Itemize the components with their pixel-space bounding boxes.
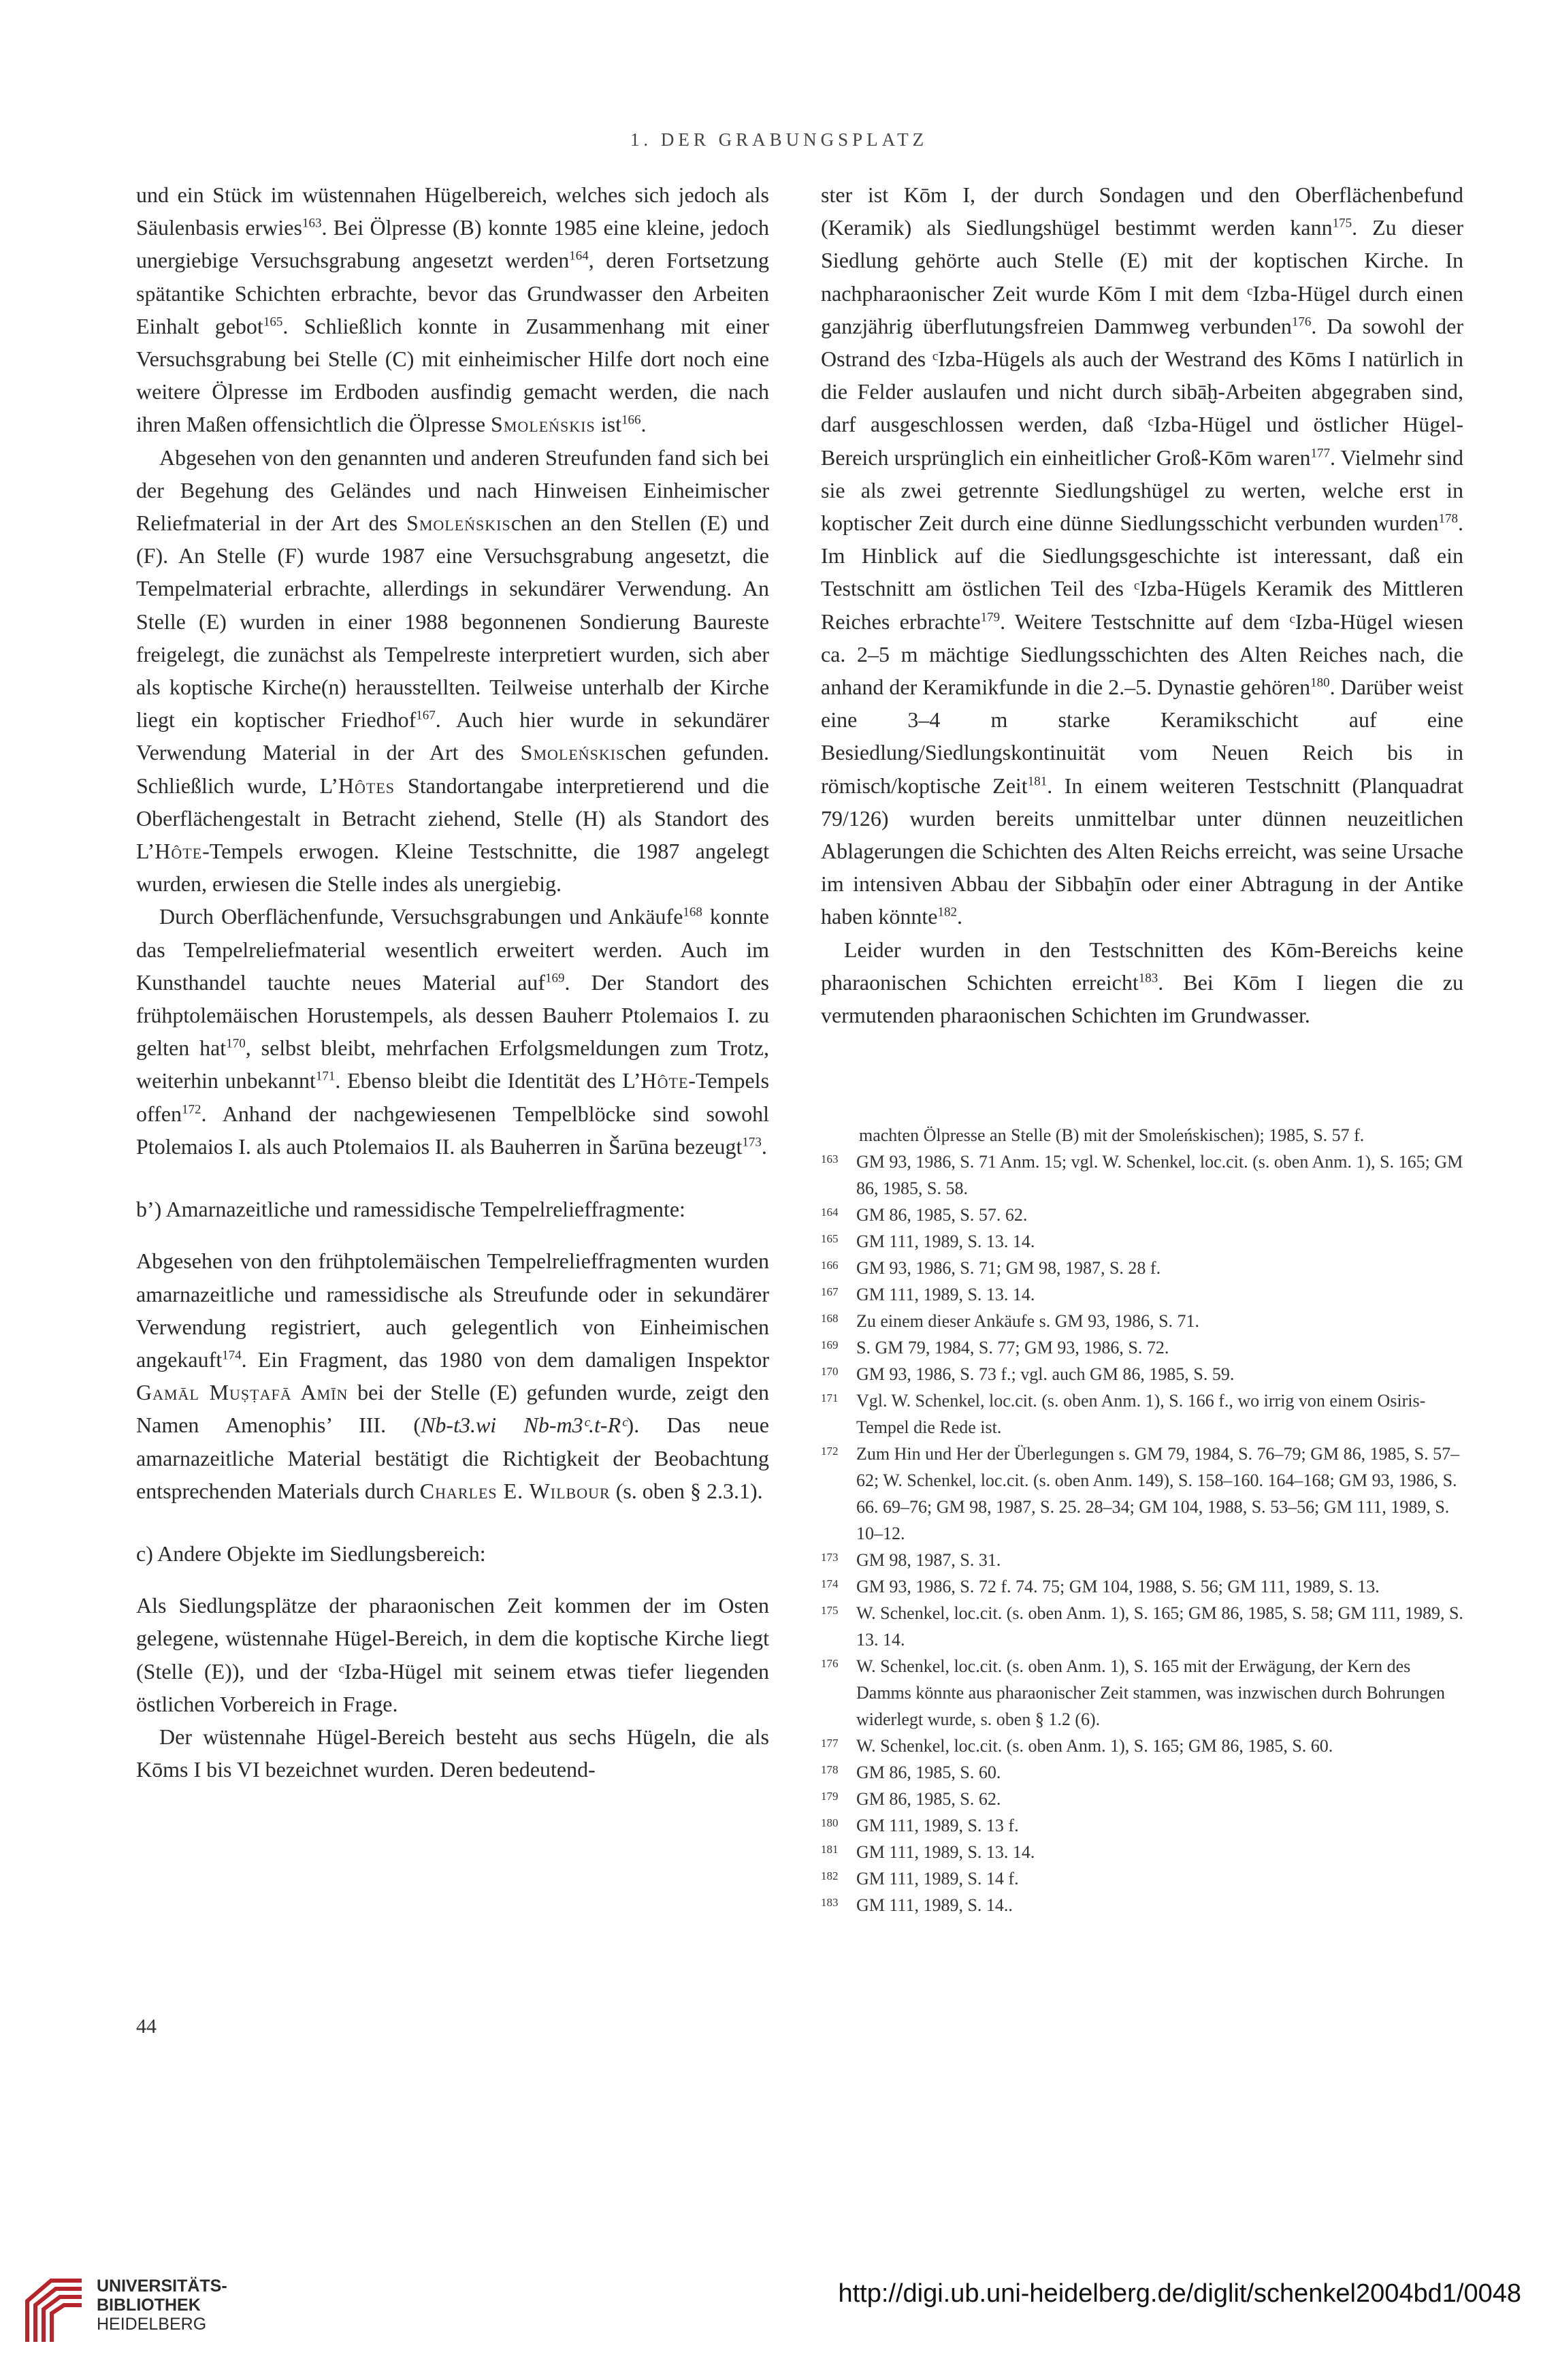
- footnote-ref: 173: [742, 1135, 762, 1150]
- right-column: [821, 178, 1463, 1031]
- footnote-text: W. Schenkel, loc.cit. (s. oben Anm. 1), S. 165; GM 86, 1985, S. 60.: [856, 1736, 1333, 1756]
- footnote-182: [821, 1865, 1463, 1892]
- footnote-168: [821, 1308, 1463, 1334]
- footnote-list: [821, 1148, 1463, 1918]
- footnote-169: [821, 1334, 1463, 1361]
- text-run: ). Das neue amarnazeitliche Material bestätigt die Richtigkeit der Beobachtung entsprechenden Materials durch: [136, 1413, 770, 1503]
- footnote-ref: 169: [545, 971, 565, 986]
- small-caps-name: Hôte: [155, 839, 203, 864]
- small-caps-name: Smoleńskis: [520, 740, 626, 765]
- footnote-number: 170: [821, 1365, 839, 1378]
- footnote-ref: 172: [181, 1102, 201, 1117]
- footnote-ref: 166: [621, 413, 641, 428]
- text-run: . Bei Kōm I liegen die zu vermutenden pharaonischen Schichten im Grundwasser.: [821, 969, 1464, 1028]
- library-name: [97, 2277, 227, 2334]
- text-run: ist: [595, 412, 621, 437]
- italic-transliteration: Nb-t3.wi Nb-m3ᶜ.t-Rᶜ: [421, 1413, 627, 1438]
- footnote-text: GM 111, 1989, S. 14..: [856, 1895, 1013, 1915]
- text-run: . Der Standort des frühptolemäischen Horustempels, als dessen Bauherr Ptolemaios I. zu gelten hat: [136, 969, 770, 1061]
- small-caps-name: Gamāl Muṣṭafā Amīn: [136, 1380, 348, 1405]
- text-run: , deren Fortsetzung spätantike Schichten erbrachte, bevor das Grundwasser den Arbeiten Einhalt gebot: [136, 248, 770, 338]
- text-run: Durch Oberflächenfunde, Versuchsgrabungen und Ankäufe: [159, 904, 683, 929]
- footnote-165: [821, 1228, 1463, 1255]
- footnote-ref: 168: [683, 905, 702, 920]
- footnote-text: GM 98, 1987, S. 31.: [856, 1550, 1001, 1570]
- left-column: [136, 178, 769, 1786]
- library-logo-icon: [20, 2274, 88, 2349]
- library-name-line-2: BIBLIOTHEK: [97, 2296, 201, 2315]
- text-run: . Weitere Testschnitte auf dem ᶜIzba-Hügel wiesen ca. 2–5 m mächtige Siedlungsschichten des Alten Reiches nach, die anhand der Keramikfunde in die 2.–5. Dynastie gehören: [821, 609, 1464, 700]
- footnote-173: [821, 1547, 1463, 1573]
- footnote-text: GM 93, 1986, S. 72 f. 74. 75; GM 104, 1988, S. 56; GM 111, 1989, S. 13.: [856, 1577, 1380, 1596]
- footnote-number: 171: [821, 1392, 839, 1404]
- small-caps-name: Smoleńskis: [406, 511, 511, 536]
- small-caps-name: Smoleńskis: [491, 412, 596, 437]
- footnote-text: GM 111, 1989, S. 13 f.: [856, 1816, 1019, 1835]
- footnote-172: [821, 1441, 1463, 1547]
- footnote-163: [821, 1148, 1463, 1202]
- footnote-179: [821, 1786, 1463, 1812]
- footnote-166: [821, 1255, 1463, 1281]
- page-number: 44: [136, 2015, 157, 2038]
- footnote-text: GM 93, 1986, S. 73 f.; vgl. auch GM 86, 1985, S. 59.: [856, 1364, 1235, 1384]
- footnote-ref: 163: [302, 216, 322, 231]
- text-run: chen an den Stellen (E) und (F). An Stelle (F) wurde 1987 eine Versuchsgrabung angesetzt, die Tempelmaterial erbrachte, allerdings in sekundärer Verwendung. An Stelle (E) wurden in einer 1988 begonnenen Sondierung Baureste freigelegt, die zunächst als Tempelreste interpretiert wurden, sich aber als koptische Kirche(n) herausstellten. Teilweise unterhalb der Kirche liegt ein koptischer Friedhof: [136, 511, 770, 733]
- text-run: Als Siedlungsplätze der pharaonischen Zeit kommen der im Osten gelegene, wüstennahe Hügel-Bereich, in dem die koptische Kirche liegt (Stelle (E)), und der ᶜIzba-Hügel mit seinem etwas tiefer liegenden östlichen Vorbereich in Frage.: [136, 1593, 769, 1716]
- footnote-text: GM 86, 1985, S. 57. 62.: [856, 1205, 1028, 1225]
- text-run: . Schließlich konnte in Zusammenhang mit einer Versuchsgrabung bei Stelle (C) mit einheimischer Hilfe dort noch eine weitere Ölpresse im Erdboden ausfindig gemacht werden, die nach ihren Maßen offensichtlich die Ölpresse: [136, 313, 770, 437]
- footnote-text: GM 93, 1986, S. 71; GM 98, 1987, S. 28 f.: [856, 1258, 1161, 1278]
- footnote-number: 176: [821, 1657, 839, 1670]
- footnote-number: 174: [821, 1577, 839, 1590]
- footnote-170: [821, 1361, 1463, 1387]
- footnote-text: W. Schenkel, loc.cit. (s. oben Anm. 1), S. 165 mit der Erwägung, der Kern des Damms könnte aus pharaonischer Zeit stammen, was inzwischen durch Bohrungen widerlegt wurde, s. oben § 1.2 (6).: [856, 1656, 1445, 1729]
- footnote-ref: 170: [226, 1036, 246, 1051]
- text-run: Leider wurden in den Testschnitten des Kōm-Bereichs keine pharaonischen Schichten erreicht: [821, 937, 1463, 995]
- footnote-number: 175: [821, 1604, 839, 1617]
- footnote-ref: 174: [222, 1348, 242, 1363]
- footnote-ref: 178: [1438, 511, 1458, 526]
- left-paragraph-1: [136, 178, 769, 441]
- text-run: Abgesehen von den genannten und anderen Streufunden fand sich bei der Begehung des Geländes und nach Hinweisen Einheimischer Reliefmaterial in der Art des: [136, 445, 769, 536]
- right-paragraph-2: [821, 933, 1463, 1032]
- text-run: , selbst bleibt, mehrfachen Erfolgsmeldungen zum Trotz, weiterhin unbekannt: [136, 1035, 770, 1093]
- footnote-ref: 164: [569, 248, 589, 263]
- footnote-text: GM 86, 1985, S. 60.: [856, 1763, 1001, 1782]
- footnote-ref: 183: [1138, 971, 1158, 986]
- footnote-ref: 167: [416, 708, 436, 723]
- text-run: . Darüber weist eine 3–4 m starke Keramikschicht auf eine Besiedlung/Siedlungskontinuität vom Neuen Reich bis in römisch/koptische Zeit: [821, 675, 1464, 798]
- text-run: bei der Stelle (E) gefunden wurde, zeigt den Namen Amenophis’ III. (: [136, 1380, 770, 1438]
- text-run: konnte das Tempelreliefmaterial wesentlich erweitert werden. Auch im Kunsthandel tauchte neues Material auf: [136, 904, 770, 995]
- footnote-text: GM 111, 1989, S. 13. 14.: [856, 1842, 1035, 1862]
- text-run: -Tempels offen: [136, 1068, 770, 1126]
- footnote-number: 168: [821, 1312, 839, 1325]
- footnote-ref: 177: [1310, 445, 1331, 460]
- footnote-177: [821, 1733, 1463, 1759]
- footnote-number: 167: [821, 1285, 839, 1298]
- footnote-number: 164: [821, 1206, 839, 1219]
- footnote-text: Vgl. W. Schenkel, loc.cit. (s. oben Anm. 1), S. 166 f., wo irrig von einem Osiris-Tempel die Rede ist.: [856, 1391, 1426, 1437]
- footnote-178: [821, 1759, 1463, 1786]
- footnote-text: W. Schenkel, loc.cit. (s. oben Anm. 1), S. 165; GM 86, 1985, S. 58; GM 111, 1989, S. 13. 14.: [856, 1603, 1463, 1650]
- right-paragraph-1: [821, 178, 1463, 933]
- text-run: chen gefunden. Schließlich wurde, L’: [136, 740, 770, 798]
- left-paragraph-4: [136, 1244, 769, 1507]
- small-caps-name: Hôtes: [338, 773, 395, 798]
- text-run: ster ist Kōm I, der durch Sondagen und den Oberflächenbefund (Keramik) als Siedlungshügel bestimmt werden kann: [821, 182, 1463, 240]
- section-heading-c: c) Andere Objekte im Siedlungsbereich:: [136, 1541, 486, 1566]
- footnote-ref: 180: [1310, 675, 1330, 690]
- text-run: (s. oben § 2.3.1).: [610, 1478, 763, 1503]
- footnote-number: 179: [821, 1790, 839, 1803]
- footnote-number: 181: [821, 1843, 839, 1856]
- footnote-number: 173: [821, 1551, 839, 1564]
- text-run: . Auch hier wurde in sekundärer Verwendung Material in der Art des: [136, 707, 769, 765]
- footnote-175: [821, 1600, 1463, 1653]
- footnote-176: [821, 1653, 1463, 1733]
- text-run: Der wüstennahe Hügel-Bereich besteht aus sechs Hügeln, die als Kōms I bis VI bezeichnet wurden. Deren bedeutend-: [136, 1724, 769, 1782]
- text-run: Standortangabe interpretierend und die Oberflächengestalt in Betracht ziehend, Stelle (H) als Standort des L’: [136, 773, 769, 864]
- footnote-180: [821, 1812, 1463, 1839]
- left-paragraph-6: [136, 1720, 769, 1786]
- text-run: . Ein Fragment, das 1980 von dem damaligen Inspektor: [241, 1347, 769, 1372]
- footnote-number: 183: [821, 1896, 839, 1909]
- footnote-text: Zum Hin und Her der Überlegungen s. GM 79, 1984, S. 76–79; GM 86, 1985, S. 57–62; W. Schenkel, loc.cit. (s. oben Anm. 149), S. 158–160. 164–168; GM 93, 1986, S. 66. 69–76; GM 98, 1987, S. 25. 28–34; GM 104, 1988, S. 53–56; GM 111, 1989, S. 10–12.: [856, 1444, 1460, 1543]
- footnote-183: [821, 1892, 1463, 1918]
- text-run: . In einem weiteren Testschnitt (Planquadrat 79/126) wurden bereits unmittelbar unter dünnen neuzeitlichen Ablagerungen die Schichten des Alten Reichs erreicht, was seine Ursache im intensiven Abbau der Sibbaḫīn oder einer Abtragung in der Antike haben könnte: [821, 773, 1464, 929]
- left-paragraph-5: [136, 1589, 769, 1720]
- text-run: . Ebenso bleibt die Identität des L’: [335, 1068, 641, 1093]
- footnote-continuation: machten Ölpresse an Stelle (B) mit der Smoleńskischen); 1985, S. 57 f.: [859, 1125, 1365, 1145]
- text-run: . Anhand der nachgewiesenen Tempelblöcke sind sowohl Ptolemaios I. als auch Ptolemaios II. als Bauherren in Šarūna bezeugt: [136, 1101, 769, 1159]
- footnotes: [821, 1122, 1463, 1918]
- left-paragraph-3: [136, 900, 769, 1163]
- footnote-text: Zu einem dieser Ankäufe s. GM 93, 1986, S. 71.: [856, 1311, 1200, 1331]
- footnote-number: 169: [821, 1338, 839, 1351]
- text-run: . Da sowohl der Ostrand des ᶜIzba-Hügels als auch der Westrand des Kōms I natürlich in die Felder auslaufen und nicht durch sibāḫ-Arbeiten abgegraben sind, darf ausgeschlossen werden, daß ᶜIzba-Hügel und östlicher Hügel-Bereich ursprünglich ein einheitlicher Groß-Kōm waren: [821, 313, 1463, 470]
- footnote-ref: 165: [263, 315, 283, 329]
- text-run: . Zu dieser Siedlung gehörte auch Stelle (E) mit der koptischen Kirche. In nachpharaonischer Zeit wurde Kōm I mit dem ᶜIzba-Hügel durch einen ganzjährig überflutungsfreien Dammweg verbunden: [821, 215, 1464, 338]
- text-run: . Bei Ölpresse (B) konnte 1985 eine kleine, jedoch unergiebige Versuchsgrabung angesetzt werden: [136, 215, 769, 273]
- footnote-text: GM 111, 1989, S. 13. 14.: [856, 1285, 1035, 1304]
- text-run: . Vielmehr sind sie als zwei getrennte Siedlungshügel zu werten, welche erst in koptischer Zeit durch eine dünne Siedlungsschicht verbunden wurden: [821, 445, 1464, 536]
- text-run: .: [640, 412, 647, 437]
- text-run: Abgesehen von den frühptolemäischen Tempelrelieffragmenten wurden amarnazeitliche und ramessidische als Streufunde oder in sekundärer Verwendung registriert, auch gelegentlich von Einheimischen angekauft: [136, 1249, 769, 1372]
- footnote-number: 182: [821, 1869, 839, 1882]
- footnote-number: 163: [821, 1153, 839, 1165]
- footnote-164: [821, 1202, 1463, 1228]
- footnote-167: [821, 1281, 1463, 1308]
- text-run: und ein Stück im wüstennahen Hügelbereich, welches sich jedoch als Säulenbasis erwies: [136, 182, 769, 240]
- footnote-text: GM 111, 1989, S. 14 f.: [856, 1869, 1019, 1888]
- running-head: 1. DER GRABUNGSPLATZ: [630, 129, 928, 150]
- text-run: . Im Hinblick auf die Siedlungsgeschichte ist interessant, daß ein Testschnitt am östlichen Teil des ᶜIzba-Hügels Keramik des Mittleren Reiches erbrachte: [821, 511, 1463, 634]
- footnote-number: 172: [821, 1445, 839, 1458]
- footer-bar: [0, 2240, 1558, 2380]
- footnote-ref: 171: [315, 1069, 336, 1084]
- section-heading-b: b’) Amarnazeitliche und ramessidische Tempelrelieffragmente:: [136, 1197, 685, 1222]
- footnote-171: [821, 1387, 1463, 1441]
- source-url-link[interactable]: http://digi.ub.uni-heidelberg.de/diglit/schenkel2004bd1/0048: [838, 2279, 1521, 2308]
- library-name-line-1: UNIVERSITÄTS-: [97, 2277, 227, 2296]
- footnote-ref: 175: [1332, 216, 1352, 231]
- text-run: -Tempels erwogen. Kleine Testschnitte, die 1987 angelegt wurden, erwiesen die Stelle indes als unergiebig.: [136, 839, 769, 897]
- footnote-text: GM 111, 1989, S. 13. 14.: [856, 1232, 1035, 1251]
- footnote-174: [821, 1573, 1463, 1600]
- footnote-ref: 181: [1027, 774, 1048, 788]
- footnote-text: S. GM 79, 1984, S. 77; GM 93, 1986, S. 72.: [856, 1338, 1169, 1357]
- text-run: .: [761, 1133, 767, 1159]
- footnote-number: 178: [821, 1763, 839, 1776]
- footnote-number: 180: [821, 1816, 839, 1829]
- library-name-line-3: HEIDELBERG: [97, 2315, 207, 2334]
- footnote-text: GM 93, 1986, S. 71 Anm. 15; vgl. W. Schenkel, loc.cit. (s. oben Anm. 1), S. 165; GM 86, 1985, S. 58.: [856, 1152, 1463, 1198]
- left-paragraph-2: [136, 441, 769, 901]
- footnote-ref: 176: [1291, 315, 1312, 329]
- small-caps-name: Hôte: [640, 1068, 689, 1093]
- footnote-181: [821, 1839, 1463, 1865]
- small-caps-name: Charles E. Wilbour: [419, 1478, 611, 1503]
- text-run: .: [957, 904, 962, 929]
- footnote-text: GM 86, 1985, S. 62.: [856, 1789, 1001, 1809]
- footnote-ref: 179: [980, 609, 1001, 624]
- footnote-number: 166: [821, 1259, 839, 1272]
- footnote-ref: 182: [937, 905, 957, 920]
- footnote-number: 177: [821, 1737, 839, 1750]
- footnote-number: 165: [821, 1232, 839, 1245]
